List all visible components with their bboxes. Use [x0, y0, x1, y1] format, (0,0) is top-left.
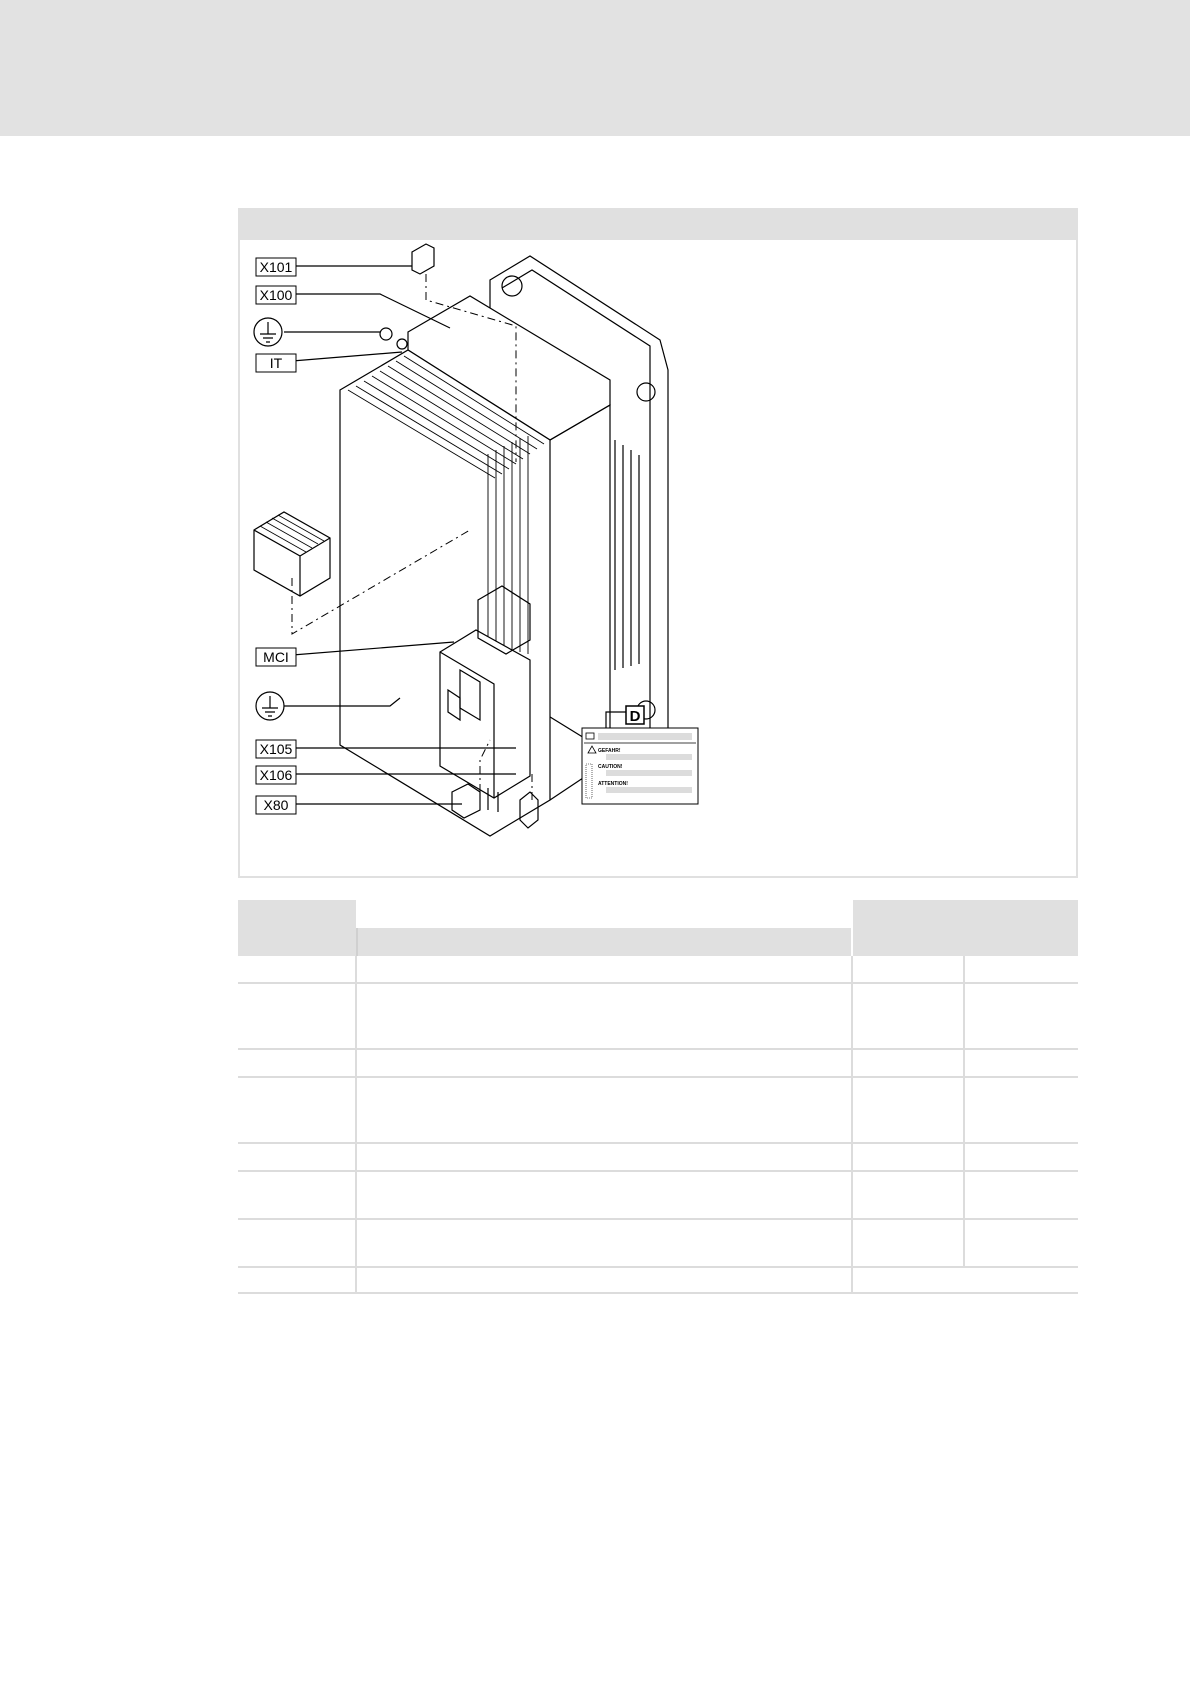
- device-line-drawing: [240, 240, 1076, 876]
- table-header-row: [238, 900, 1078, 956]
- table-cell: [356, 1143, 852, 1171]
- callout-x106: X106: [259, 767, 293, 783]
- nameplate-line-1: GEFAHR!: [598, 748, 621, 754]
- table-cell: [852, 1049, 964, 1077]
- table-cell: [852, 1267, 1078, 1293]
- device-overview-figure: [238, 208, 1078, 878]
- table-header-cell: [356, 900, 852, 956]
- table-cell: [852, 1219, 964, 1267]
- table-cell: [356, 1267, 852, 1293]
- nameplate-line-3: ATTENTION!: [598, 781, 628, 787]
- table-cell: [238, 1077, 356, 1143]
- table-row: [238, 956, 1078, 983]
- table-row: [238, 1143, 1078, 1171]
- callout-x80: X80: [263, 797, 289, 813]
- nameplate-line-2: CAUTION!: [598, 764, 623, 770]
- table-cell: [964, 983, 1078, 1049]
- spec-table: [238, 900, 1078, 1294]
- table-cell: [964, 1077, 1078, 1143]
- callout-x105: X105: [259, 741, 293, 757]
- table-cell: [356, 956, 852, 983]
- table-cell: [356, 1171, 852, 1219]
- callout-it: IT: [269, 355, 283, 371]
- page-header-band: [0, 0, 1190, 136]
- ground-icon: [256, 692, 284, 720]
- ground-icon: [254, 318, 282, 346]
- table-cell: [964, 1143, 1078, 1171]
- table-row: [238, 1219, 1078, 1267]
- table-cell: [238, 1049, 356, 1077]
- callout-d: D: [629, 708, 641, 725]
- table-cell: [852, 1143, 964, 1171]
- table-cell: [238, 983, 356, 1049]
- table-cell: [356, 1219, 852, 1267]
- table-cell: [356, 983, 852, 1049]
- figure-header-bar: [240, 210, 1076, 240]
- callout-mci: MCI: [263, 649, 289, 665]
- table-cell: [964, 1049, 1078, 1077]
- table-row: [238, 983, 1078, 1049]
- table-cell: [238, 956, 356, 983]
- table-cell: [964, 1219, 1078, 1267]
- table-cell: [238, 1143, 356, 1171]
- table-cell: [852, 1171, 964, 1219]
- table-row: [238, 1049, 1078, 1077]
- table-cell: [356, 1077, 852, 1143]
- table-cell: [238, 1171, 356, 1219]
- table-row: [238, 1171, 1078, 1219]
- table-cell: [852, 1077, 964, 1143]
- table-cell: [238, 1267, 356, 1293]
- table-header-cell: [852, 900, 1078, 956]
- table-row: [238, 1267, 1078, 1293]
- table-cell: [238, 1219, 356, 1267]
- callout-x101: X101: [259, 259, 293, 275]
- nameplate-label: [582, 728, 698, 804]
- table-row: [238, 1077, 1078, 1143]
- callout-x100: X100: [259, 287, 293, 303]
- table-cell: [356, 1049, 852, 1077]
- table-cell: [852, 983, 964, 1049]
- table-header-cell: [238, 900, 356, 956]
- table-cell: [852, 956, 964, 983]
- table-cell: [964, 1171, 1078, 1219]
- table-cell: [964, 956, 1078, 983]
